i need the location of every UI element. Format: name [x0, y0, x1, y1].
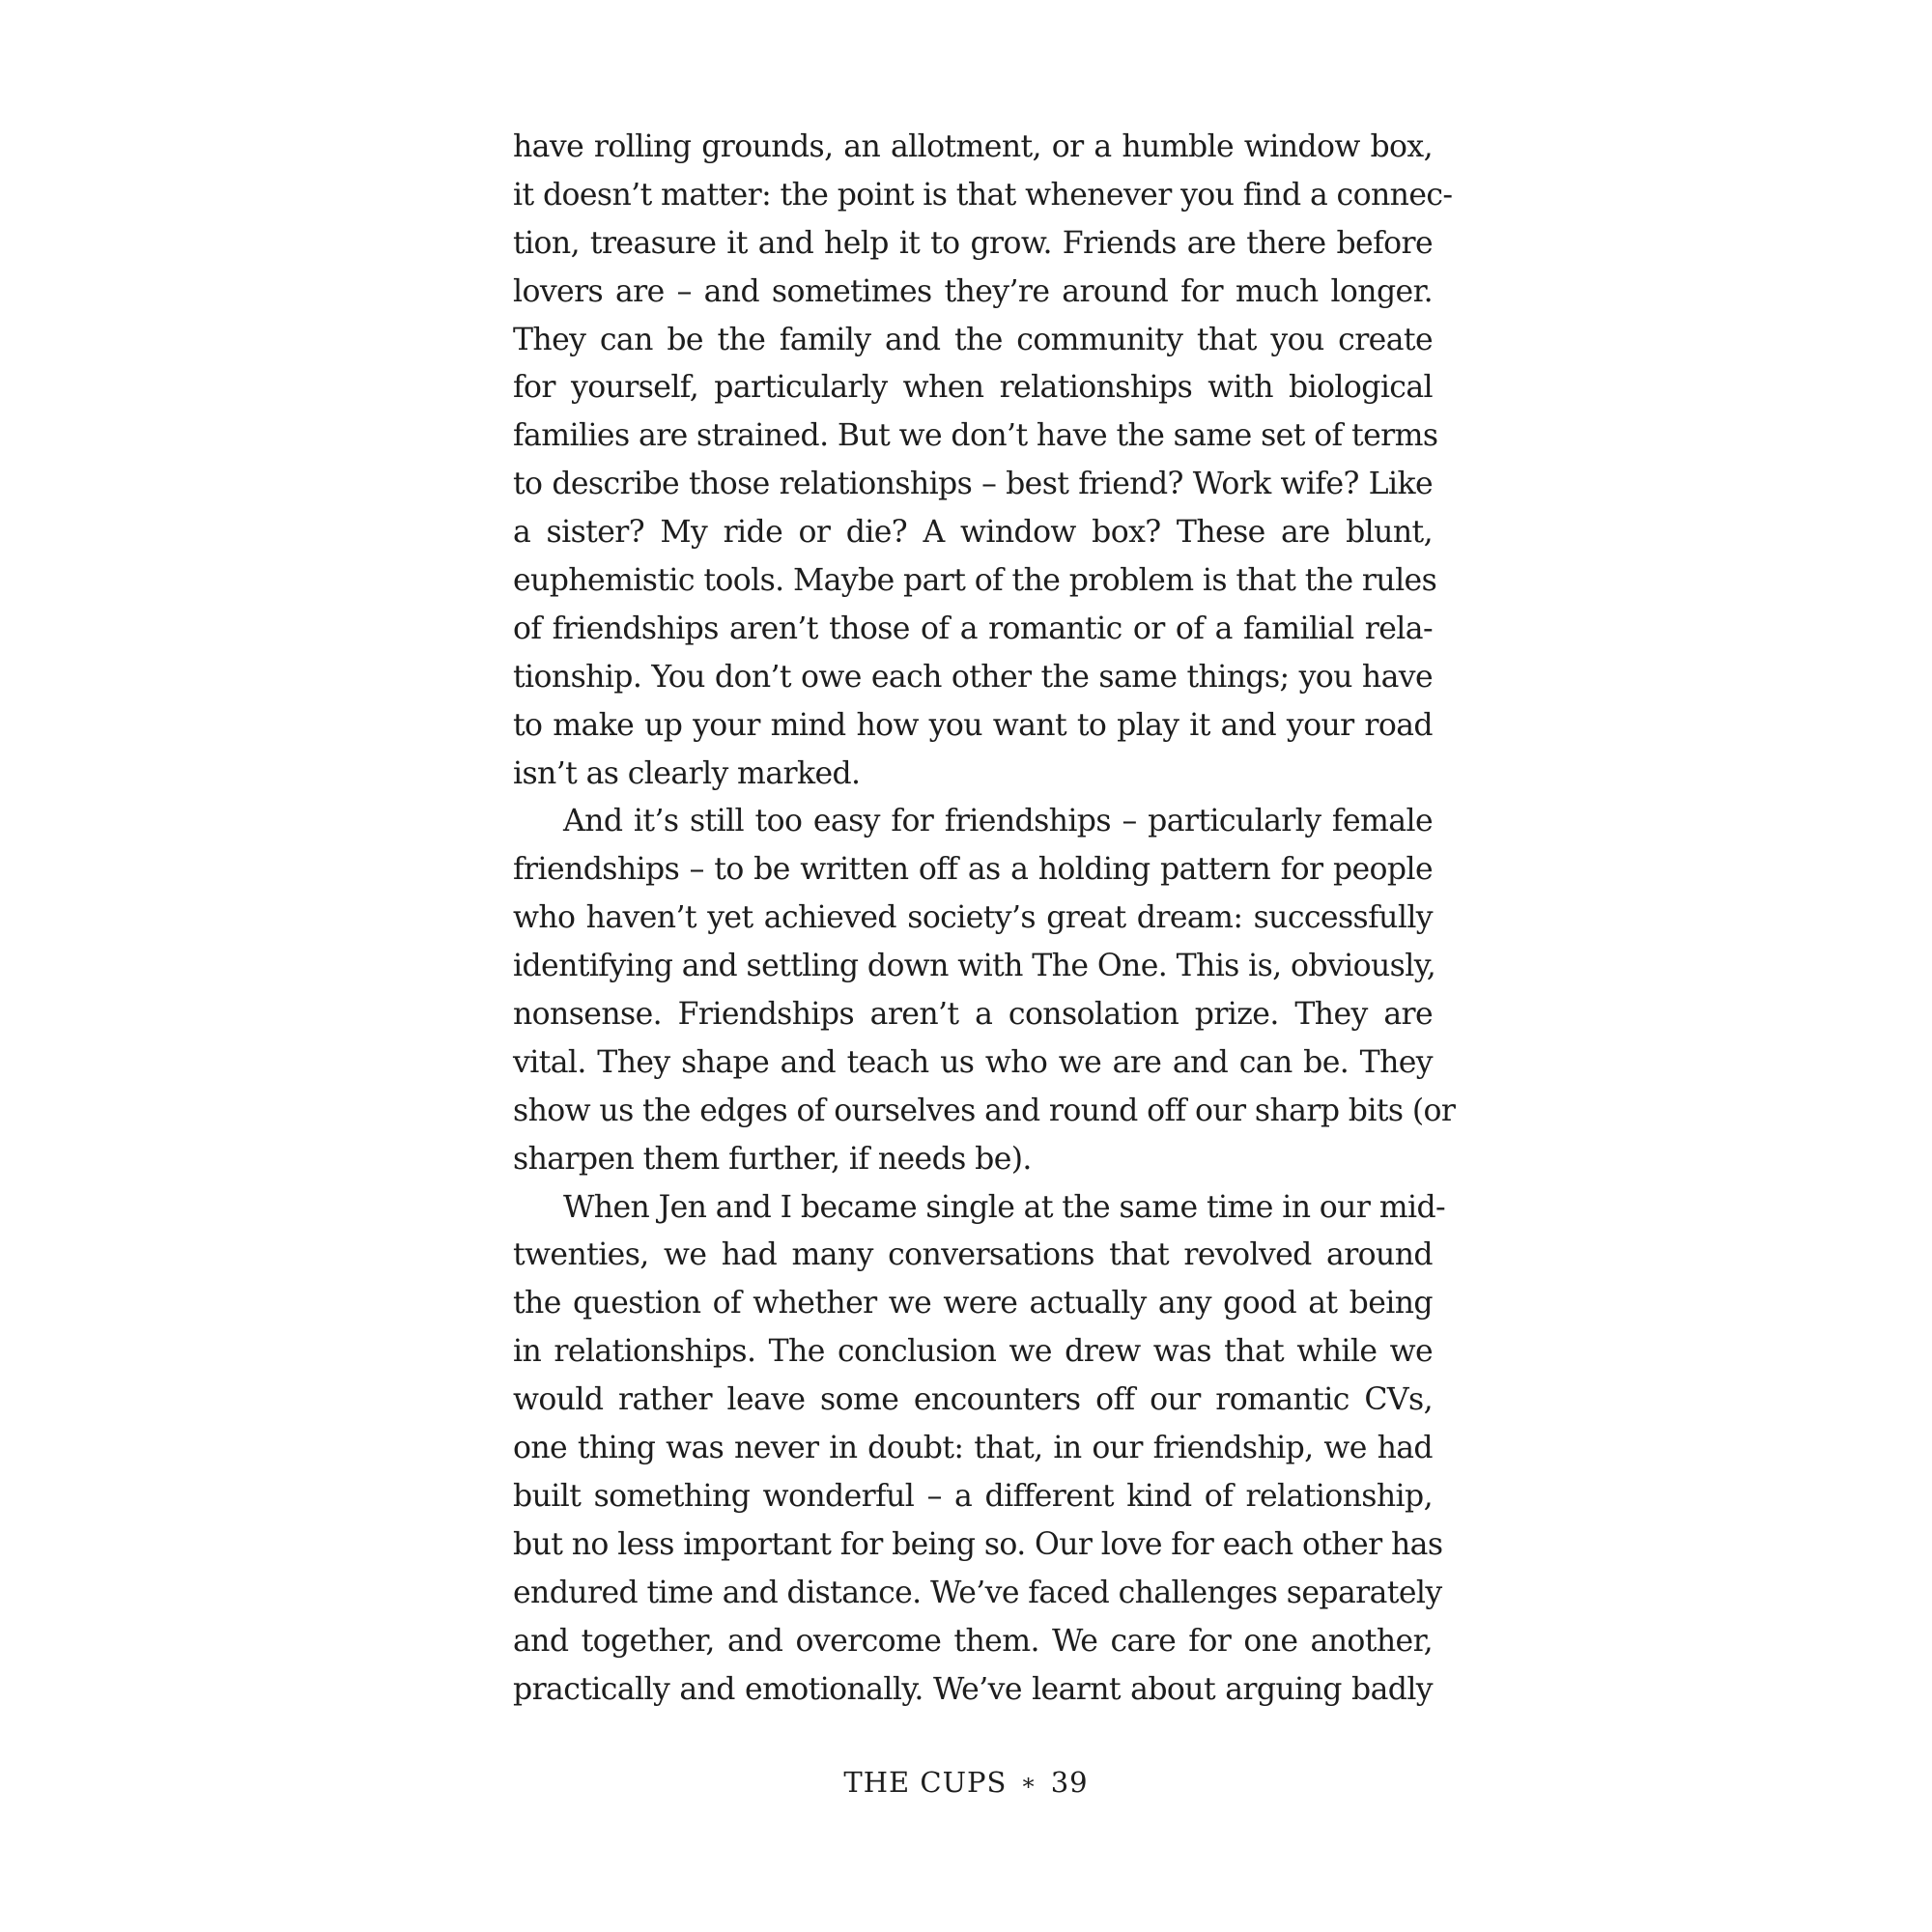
- text-line: built something wonderful – a different kind of relationship,: [513, 1478, 1433, 1514]
- text-line: tionship. You don’t owe each other the same things; you have: [513, 659, 1433, 695]
- text-line: would rather leave some encounters off our romantic CVs,: [513, 1382, 1433, 1418]
- text-line: a sister? My ride or die? A window box? These are blunt,: [513, 515, 1433, 551]
- text-line: but no less important for being so. Our love for each other has: [513, 1526, 1443, 1562]
- text-line: euphemistic tools. Maybe part of the problem is that the rules: [513, 563, 1437, 599]
- text-line: the question of whether we were actually any good at being: [513, 1286, 1433, 1321]
- text-line: When Jen and I became single at the same time in our mid-: [563, 1189, 1446, 1225]
- paragraph-1: [513, 124, 1453, 798]
- text-line: one thing was never in doubt: that, in our friendship, we had: [513, 1431, 1433, 1466]
- text-line: families are strained. But we don’t have the same set of terms: [513, 418, 1438, 454]
- text-line: vital. They shape and teach us who we are and can be. They: [513, 1044, 1433, 1080]
- text-line: friendships – to be written off as a holding pattern for people: [513, 852, 1433, 888]
- text-line: And it’s still too easy for friendships – particularly female: [563, 804, 1433, 839]
- text-line: lovers are – and sometimes they’re around for much longer.: [513, 273, 1433, 309]
- text-line: for yourself, particularly when relationships with biological: [513, 370, 1433, 406]
- text-line: and together, and overcome them. We care for one another,: [513, 1623, 1433, 1659]
- text-line: have rolling grounds, an allotment, or a humble window box,: [513, 129, 1433, 164]
- paragraph-3: [513, 1184, 1446, 1715]
- text-line: practically and emotionally. We’ve learnt about arguing badly: [513, 1671, 1433, 1707]
- page-footer: [0, 1766, 1932, 1799]
- page-number: 39: [1050, 1766, 1089, 1799]
- separator-glyph: ∗: [1020, 1769, 1037, 1796]
- paragraph-2: [513, 798, 1456, 1183]
- text-line: show us the edges of ourselves and round off our sharp bits (or: [513, 1093, 1456, 1128]
- text-line: in relationships. The conclusion we drew was that while we: [513, 1334, 1433, 1370]
- text-line: sharpen them further, if needs be).: [513, 1141, 1032, 1177]
- text-line: They can be the family and the community that you create: [513, 322, 1433, 357]
- text-line: nonsense. Friendships aren’t a consolation prize. They are: [513, 997, 1433, 1033]
- text-line: identifying and settling down with The One. This is, obviously,: [513, 949, 1436, 984]
- text-line: endured time and distance. We’ve faced challenges separately: [513, 1575, 1442, 1610]
- text-line: to make up your mind how you want to play it and your road: [513, 707, 1433, 743]
- text-line: isn’t as clearly marked.: [513, 755, 861, 791]
- body-text: [513, 124, 1456, 1714]
- running-head: THE CUPS: [843, 1766, 1008, 1799]
- text-line: of friendships aren’t those of a romantic or of a familial rela-: [513, 611, 1433, 646]
- text-line: tion, treasure it and help it to grow. Friends are there before: [513, 225, 1433, 261]
- text-line: to describe those relationships – best friend? Work wife? Like: [513, 467, 1433, 502]
- text-line: who haven’t yet achieved society’s great dream: successfully: [513, 900, 1433, 936]
- text-line: it doesn’t matter: the point is that whenever you find a connec-: [513, 177, 1453, 213]
- text-line: twenties, we had many conversations that revolved around: [513, 1237, 1433, 1273]
